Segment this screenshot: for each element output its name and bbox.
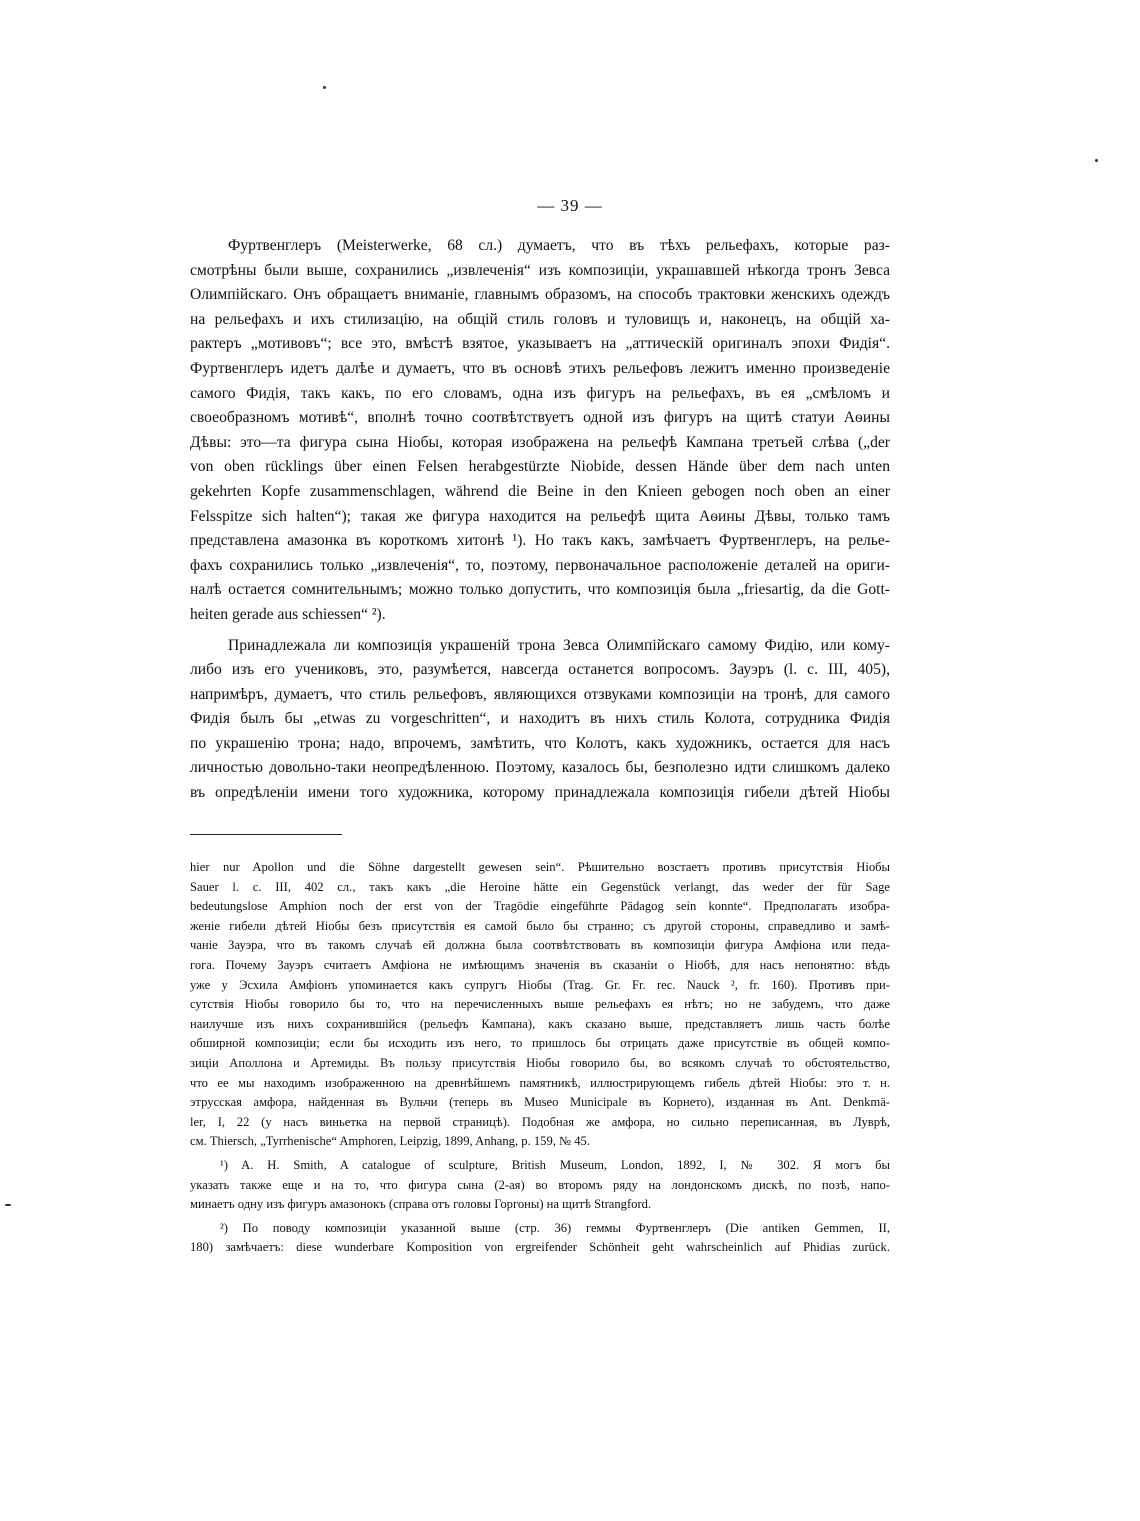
footnote-line: уже у Эсхила Амфіонъ упоминается какъ супругъ Ніобы (Trag. Gr. Fr. rec. Nauck ², fr. 160). Противъ при- — [190, 977, 890, 992]
text-line: либо изъ его учениковъ, это, разумѣется, навсегда останется вопросомъ. Зауэръ (l. c. III, 405), — [190, 661, 890, 679]
footnote-line: ler, I, 22 (у насъ виньетка на первой страницѣ). Подобная же амфора, но сильно переписанная, въ Луврѣ, — [190, 1114, 890, 1129]
text-line: въ опредѣленіи имени того художника, которому принадлежала композиція гибели дѣтей Ніобы — [190, 784, 890, 802]
footnote-line: hier nur Apollon und die Söhne dargestellt gewesen sein“. Рѣшительно возстаетъ противъ присутствія Ніобы — [190, 860, 890, 874]
footnote-line: ¹) A. H. Smith, A catalogue of sculpture, British Museum, London, 1892, I, № 302. Я могъ бы — [220, 1157, 890, 1172]
footnote-1 — [190, 1156, 890, 1215]
footnote-line: ²) По поводу композиціи указанной выше (стр. 36) геммы Фуртвенглеръ (Die antiken Gemmen, II, — [220, 1220, 890, 1235]
text-line: на рельефахъ и ихъ стилизацію, на общій стиль головъ и туловищъ и, наконецъ, на общій ха- — [190, 310, 890, 328]
footnotes — [190, 858, 890, 1262]
text-line: рактеръ „мотивовъ“; все это, вмѣстѣ взятое, указываетъ на „аттическій оригиналъ эпохи Фидія“. — [190, 335, 890, 353]
footnote-line: что ее мы находимъ изображенною на древнѣйшемъ памятникѣ, иллюстрирующемъ гибель дѣтей Ніобы: это т. н. — [190, 1075, 890, 1090]
footnote-line: см. Thiersch, „Tyrrhenische“ Amphoren, Leipzig, 1899, Anhang, p. 159, № 45. — [190, 1134, 590, 1149]
footnote-line: зиціи Аполлона и Артемиды. Въ пользу присутствія Ніобы говорило бы, во всякомъ случаѣ то обстоятельство, — [190, 1055, 890, 1070]
footnote-divider — [190, 834, 342, 835]
text-line: Олимпійскаго. Онъ обращаетъ вниманіе, главнымъ образомъ, на способъ трактовки женскихъ одеждъ — [190, 286, 890, 304]
footnote-line: обширной композиціи; если бы исходить изъ него, то пришлось бы отрицать даже присутствіе въ общей компо- — [190, 1036, 890, 1051]
text-line: Фидія былъ бы „etwas zu vorgeschritten“, и находитъ въ нихъ стиль Колота, сотрудника Фидія — [190, 710, 890, 728]
scan-speck — [323, 86, 326, 89]
footnote-line: bedeutungslose Amphion noch der erst von der Tragödie eingeführte Pädagog sein konnte“. Предполагать изобра- — [190, 899, 890, 914]
footnote-continuation — [190, 858, 890, 1152]
paragraph — [190, 234, 890, 628]
text-line: gekehrten Kopfe zusammenschlagen, während die Beine in den Knieen gebogen noch oben an einer — [190, 482, 890, 500]
text-line: Felsspitze sich halten“); такая же фигура находится на рельефѣ щита Аѳины Дѣвы, только тамъ — [190, 507, 890, 525]
scan-speck — [5, 1204, 11, 1206]
page-number: — 39 — — [537, 196, 603, 215]
text-line: напримѣръ, думаетъ, что стиль рельефовъ, являющихся отзвуками композиціи на тронѣ, для самого — [190, 685, 890, 703]
text-line: Фуртвенглеръ идетъ далѣе и думаетъ, что въ основѣ этихъ рельефовъ лежитъ именно произведеніе — [190, 359, 890, 377]
text-line: личностью довольно-таки неопредѣленною. Поэтому, казалось бы, безполезно идти слишкомъ далеко — [190, 759, 890, 777]
text-line: своеобразномъ мотивѣ“, вполнѣ точно соотвѣтствуетъ одной изъ фигуръ на щитѣ статуи Аѳины — [190, 409, 890, 427]
footnote-line: сутствія Ніобы говорило бы то, что на перечисленныхъ выше рельефахъ ея нѣтъ; но не забудемъ, что даже — [190, 997, 890, 1012]
main-text — [190, 234, 890, 812]
scan-speck — [1095, 159, 1098, 162]
text-line: по украшенію трона; надо, впрочемъ, замѣтить, что Колотъ, какъ художникъ, остается для насъ — [190, 734, 890, 752]
footnote-2 — [190, 1219, 890, 1258]
paragraph — [190, 634, 890, 806]
text-line: von oben rücklings über einen Felsen herabgestürzte Niobide, dessen Hände über dem nach unten — [190, 458, 890, 476]
text-line: налѣ остается сомнительнымъ; можно только допустить, что композиція была „friesartig, da die Gott- — [190, 581, 890, 599]
text-line: фахъ сохранились только „извлеченія“, то, поэтому, первоначальное расположеніе деталей на ориги- — [190, 556, 890, 574]
footnote-line: 180) замѣчаетъ: diese wunderbare Komposition von ergreifender Schönheit geht wahrscheinlich auf Phidias zurück. — [190, 1240, 890, 1255]
footnote-line: женіе гибели дѣтей Ніобы безъ присутствія ея самой было бы странно; съ другой стороны, справедливо и замѣ- — [190, 918, 890, 933]
text-line: представлена амазонка въ короткомъ хитонѣ ¹). Но такъ какъ, замѣчаетъ Фуртвенглеръ, на релье- — [190, 532, 890, 550]
footnote-line: минаетъ одну изъ фигуръ амазонокъ (справа отъ головы Горгоны) на щитѣ Strangford. — [190, 1197, 652, 1212]
footnote-line: наилучше изъ нихъ сохранившійся (рельефъ Кампана), какъ сказано выше, представляетъ лишь часть болѣе — [190, 1016, 890, 1031]
text-line: Фуртвенглеръ (Meisterwerke, 68 сл.) думаетъ, что въ тѣхъ рельефахъ, которые раз- — [228, 237, 890, 254]
text-line: Принадлежала ли композиція украшеній трона Зевса Олимпійскаго самому Фидію, или кому- — [228, 636, 890, 654]
footnote-line: Sauer l. c. III, 402 сл., такъ какъ „die Heroine hätte ein Gegenstück verlangt, das weder der für Sage — [190, 879, 890, 894]
footnote-line: этрусская амфора, найденная въ Вульчи (теперь въ Museo Municipale въ Корнето), изданная въ Ant. Denkmä- — [190, 1095, 890, 1110]
text-line: Дѣвы: это—та фигура сына Ніобы, которая изображена на рельефѣ Кампана третьей слѣва („der — [190, 433, 890, 451]
text-line: самого Фидія, такъ какъ, по его словамъ, одна изъ фигуръ на рельефахъ, въ ея „смѣломъ и — [190, 384, 890, 402]
footnote-line: гога. Почему Зауэръ считаетъ Амфіона не имѣющимъ значенія въ сказаніи о Ніобѣ, для насъ непонятно: вѣдь — [190, 957, 890, 972]
text-line: смотрѣны были выше, сохранились „извлеченія“ изъ композиціи, украшавшей нѣкогда тронъ Зевса — [190, 261, 890, 279]
footnote-line: указать также еще и на то, что фигура сына (2-ая) во второмъ ряду на лондонскомъ дискѣ, по позѣ, напо- — [190, 1177, 890, 1192]
footnote-line: чаніе Зауэра, что въ такомъ случаѣ ей должна была соотвѣтствовать въ композиціи фигура Амфіона или педа- — [190, 938, 890, 953]
text-line: heiten gerade aus schiessen“ ²). — [190, 605, 386, 623]
